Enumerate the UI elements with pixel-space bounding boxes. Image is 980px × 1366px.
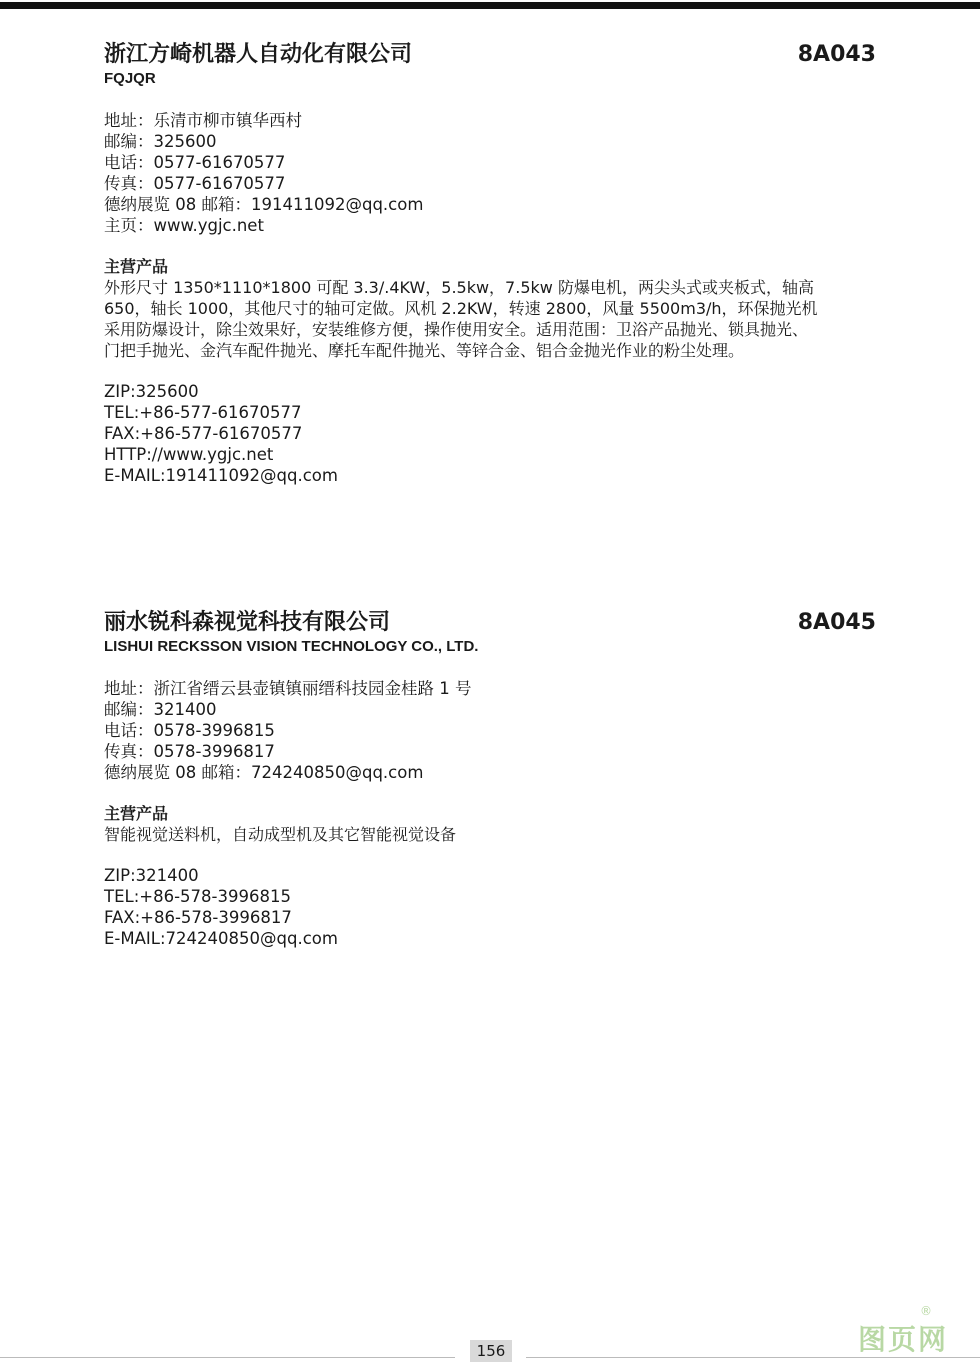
exhibitor-entry-2 bbox=[104, 608, 876, 949]
entry-header bbox=[104, 608, 876, 638]
email-en-line: E-MAIL:724240850@qq.com bbox=[104, 929, 338, 948]
entry-header bbox=[104, 40, 876, 70]
http-line: HTTP://www.ygjc.net bbox=[104, 445, 274, 464]
contact-block bbox=[104, 865, 876, 949]
address-block bbox=[104, 110, 876, 236]
tel-line: TEL:+86-578-3996815 bbox=[104, 887, 291, 906]
contact-block bbox=[104, 381, 876, 486]
email-line: 德纳展览 08 邮箱：191411092@qq.com bbox=[104, 195, 424, 214]
company-name-cn: 丽水锐科森视觉科技有限公司 bbox=[104, 610, 391, 635]
phone-line: 电话：0578-3996815 bbox=[104, 721, 275, 740]
page-number: 156 bbox=[470, 1340, 512, 1362]
zip-line: ZIP:321400 bbox=[104, 866, 199, 885]
products-heading: 主营产品 bbox=[104, 257, 169, 276]
company-name-cn: 浙江方崎机器人自动化有限公司 bbox=[104, 42, 413, 67]
products-text: 外形尺寸 1350*1110*1800 可配 3.3/.4KW，5.5kw，7.5kw 防爆电机，两尖头式或夹板式，轴高 650，轴长 1000，其他尺寸的轴可定做。风机 2.2KW，转速 2800，风量 5500m3/h，环保抛光机 采用防爆设计，除尘效果好，安装维修方便，操作使用安全。适用范围：卫浴产品抛光、锁具抛光、 门把手抛光、金汽车配件抛光、摩托车配件抛光、等锌合金、铝合金抛光作业的粉尘处理。 bbox=[104, 278, 818, 360]
address-line: 地址：乐清市柳市镇华西村 bbox=[104, 111, 302, 130]
email-line: 德纳展览 08 邮箱：724240850@qq.com bbox=[104, 763, 424, 782]
company-name-en: LISHUI RECKSSON VISION TECHNOLOGY CO., LTD. bbox=[104, 638, 479, 655]
fax-en-line: FAX:+86-578-3996817 bbox=[104, 908, 292, 927]
products-heading: 主营产品 bbox=[104, 804, 169, 823]
fax-line: 传真：0577-61670577 bbox=[104, 174, 286, 193]
registered-mark: ® bbox=[920, 1304, 932, 1318]
phone-line: 电话：0577-61670577 bbox=[104, 153, 286, 172]
address-block bbox=[104, 678, 876, 783]
postcode-line: 邮编：325600 bbox=[104, 132, 217, 151]
top-rule bbox=[0, 2, 980, 9]
products-text: 智能视觉送料机，自动成型机及其它智能视觉设备 bbox=[104, 825, 457, 844]
booth-number: 8A045 bbox=[797, 610, 876, 635]
footer-rule-left bbox=[0, 1357, 455, 1358]
fax-line: 传真：0578-3996817 bbox=[104, 742, 275, 761]
email-en-line: E-MAIL:191411092@qq.com bbox=[104, 466, 338, 485]
zip-line: ZIP:325600 bbox=[104, 382, 199, 401]
tel-line: TEL:+86-577-61670577 bbox=[104, 403, 302, 422]
watermark-logo: 图页网 bbox=[858, 1323, 949, 1356]
company-name-en: FQJQR bbox=[104, 70, 156, 87]
exhibitor-entry-1 bbox=[104, 40, 876, 486]
postcode-line: 邮编：321400 bbox=[104, 700, 217, 719]
address-line: 地址：浙江省缙云县壶镇镇丽缙科技园金桂路 1 号 bbox=[104, 679, 472, 698]
booth-number: 8A043 bbox=[797, 42, 876, 67]
fax-en-line: FAX:+86-577-61670577 bbox=[104, 424, 303, 443]
homepage-line: 主页：www.ygjc.net bbox=[104, 216, 264, 235]
